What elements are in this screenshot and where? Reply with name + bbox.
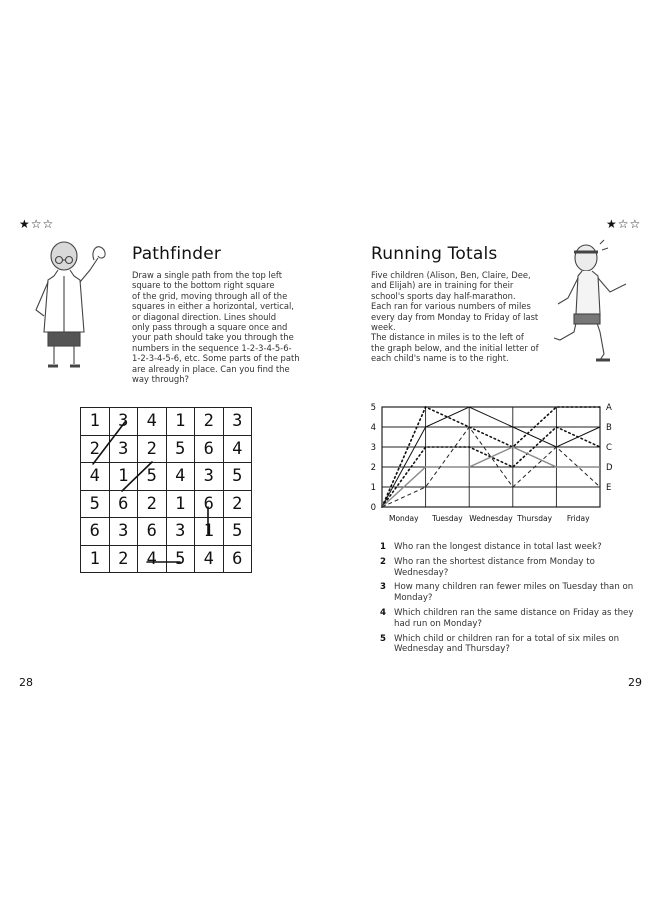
grid-row [81,518,252,546]
series-line-d [382,447,600,507]
y-tick-label: 5 [370,403,376,413]
series-label-b: B [606,423,612,433]
x-tick-label: Monday [388,514,419,523]
scientist-illustration [18,236,110,376]
grid-cell[interactable]: 6 [81,518,110,546]
difficulty-rating: ★☆☆ [606,217,642,231]
instruction-line: numbers in the sequence 1-2-3-4-5-6- [132,342,292,353]
grid-cell[interactable]: 6 [109,490,138,518]
puzzle-grid-wrapper [80,407,252,573]
grid-cell[interactable]: 2 [138,435,167,463]
x-tick-label: Tuesday [432,514,463,523]
instruction-line: the graph below, and the initial letter of [371,342,539,353]
question-text: Who ran the longest distance in total last week? [394,542,602,552]
instruction-line: way through? [132,374,189,385]
instruction-line: week. [371,322,396,333]
grid-cell[interactable]: 2 [81,435,110,463]
page-title: Running Totals [371,244,498,264]
series-label-e: E [606,483,612,493]
question-number: 2 [380,556,386,567]
instructions [371,270,541,364]
grid-cell[interactable]: 4 [138,408,167,436]
x-tick-label: Thursday [517,514,553,523]
grid-cell[interactable]: 6 [195,490,224,518]
grid-cell[interactable]: 2 [109,545,138,573]
series-label-c: C [606,443,612,453]
instruction-line: square to the bottom right square [132,280,275,291]
question-number: 3 [380,582,386,593]
grid-cell[interactable]: 5 [166,545,195,573]
instruction-line: of the grid, moving through all of the [132,290,288,301]
grid-cell[interactable]: 4 [223,435,252,463]
question [380,634,642,656]
grid-cell[interactable]: 5 [166,435,195,463]
runner-illustration [548,236,634,366]
grid-cell[interactable]: 1 [166,490,195,518]
grid-cell[interactable]: 5 [223,463,252,491]
grid-cell[interactable]: 5 [138,463,167,491]
grid-cell[interactable]: 3 [223,408,252,436]
puzzle-grid [80,407,252,573]
series-label-a: A [606,403,612,413]
grid-row [81,435,252,463]
grid-row [81,463,252,491]
question-text: Who ran the shortest distance from Monday to Wednesday? [394,556,595,578]
page-number: 28 [19,676,33,689]
grid-cell[interactable]: 2 [195,408,224,436]
instruction-line: Each ran for various numbers of miles [371,301,531,312]
instruction-line: your path should take you through the [132,332,294,343]
question [380,608,642,630]
instruction-line: squares in either a horizontal, vertical, [132,301,294,312]
grid-cell[interactable]: 1 [81,408,110,436]
question [380,557,642,579]
question-number: 1 [380,542,386,552]
x-tick-label: Friday [566,514,590,523]
instruction-line: and Elijah) are in training for their [371,280,514,291]
chart-series [382,407,600,507]
grid-cell[interactable]: 4 [195,545,224,573]
grid-cell[interactable]: 6 [195,435,224,463]
y-tick-label: 1 [370,483,376,493]
grid-cell[interactable]: 1 [81,545,110,573]
instruction-line: 1-2-3-4-5-6, etc. Some parts of the path [132,353,300,364]
instruction-line: are already in place. Can you find the [132,363,290,374]
grid-cell[interactable]: 3 [109,435,138,463]
grid-cell[interactable]: 1 [166,408,195,436]
page-number: 29 [628,676,642,689]
instruction-line: every day from Monday to Friday of last [371,311,539,322]
question-text: Which child or children ran for a total of six miles on Wednesday and Thursday? [394,633,620,655]
y-axis-labels [371,403,376,513]
grid-row [81,490,252,518]
x-axis-labels [389,514,590,523]
instruction-line: or diagonal direction. Lines should [132,311,277,322]
grid-cell[interactable]: 6 [223,545,252,573]
grid-cell[interactable]: 4 [166,463,195,491]
question-text: How many children ran fewer miles on Tuesday than on Monday? [394,582,634,604]
grid-cell[interactable]: 2 [223,490,252,518]
y-tick-label: 0 [370,503,376,513]
instruction-line: The distance in miles is to the left of [371,332,524,343]
grid-cell[interactable]: 5 [81,490,110,518]
grid-row [81,545,252,573]
question-text: Which children ran the same distance on Friday as they had run on Monday? [394,607,634,629]
instruction-line: each child's name is to the right. [371,353,509,364]
grid-cell[interactable]: 3 [109,518,138,546]
page-title: Pathfinder [132,244,222,264]
grid-cell[interactable]: 4 [81,463,110,491]
grid-cell[interactable]: 6 [138,518,167,546]
running-chart [366,398,636,528]
instruction-line: only pass through a square once and [132,322,288,333]
grid-cell[interactable]: 1 [195,518,224,546]
grid-cell[interactable]: 3 [109,408,138,436]
grid-row [81,408,252,436]
question-number: 5 [380,633,386,644]
grid-cell[interactable]: 1 [109,463,138,491]
grid-cell[interactable]: 2 [138,490,167,518]
x-tick-label: Wednesday [469,514,513,523]
y-tick-label: 4 [370,423,376,433]
instruction-line: Five children (Alison, Ben, Claire, Dee, [371,270,531,280]
grid-cell[interactable]: 3 [195,463,224,491]
grid-cell[interactable]: 4 [138,545,167,573]
grid-cell[interactable]: 5 [223,518,252,546]
question [380,542,642,553]
question [380,582,642,604]
question-number: 4 [380,607,386,618]
y-tick-label: 3 [370,443,376,453]
series-label-d: D [606,463,613,473]
questions [380,542,642,659]
difficulty-rating: ★☆☆ [19,217,55,231]
instruction-line: school's sports day half-marathon. [371,290,516,301]
instruction-line: Draw a single path from the top left [132,270,282,280]
y-tick-label: 2 [370,463,376,473]
series-labels [606,403,613,493]
instructions [132,270,310,384]
grid-cell[interactable]: 3 [166,518,195,546]
